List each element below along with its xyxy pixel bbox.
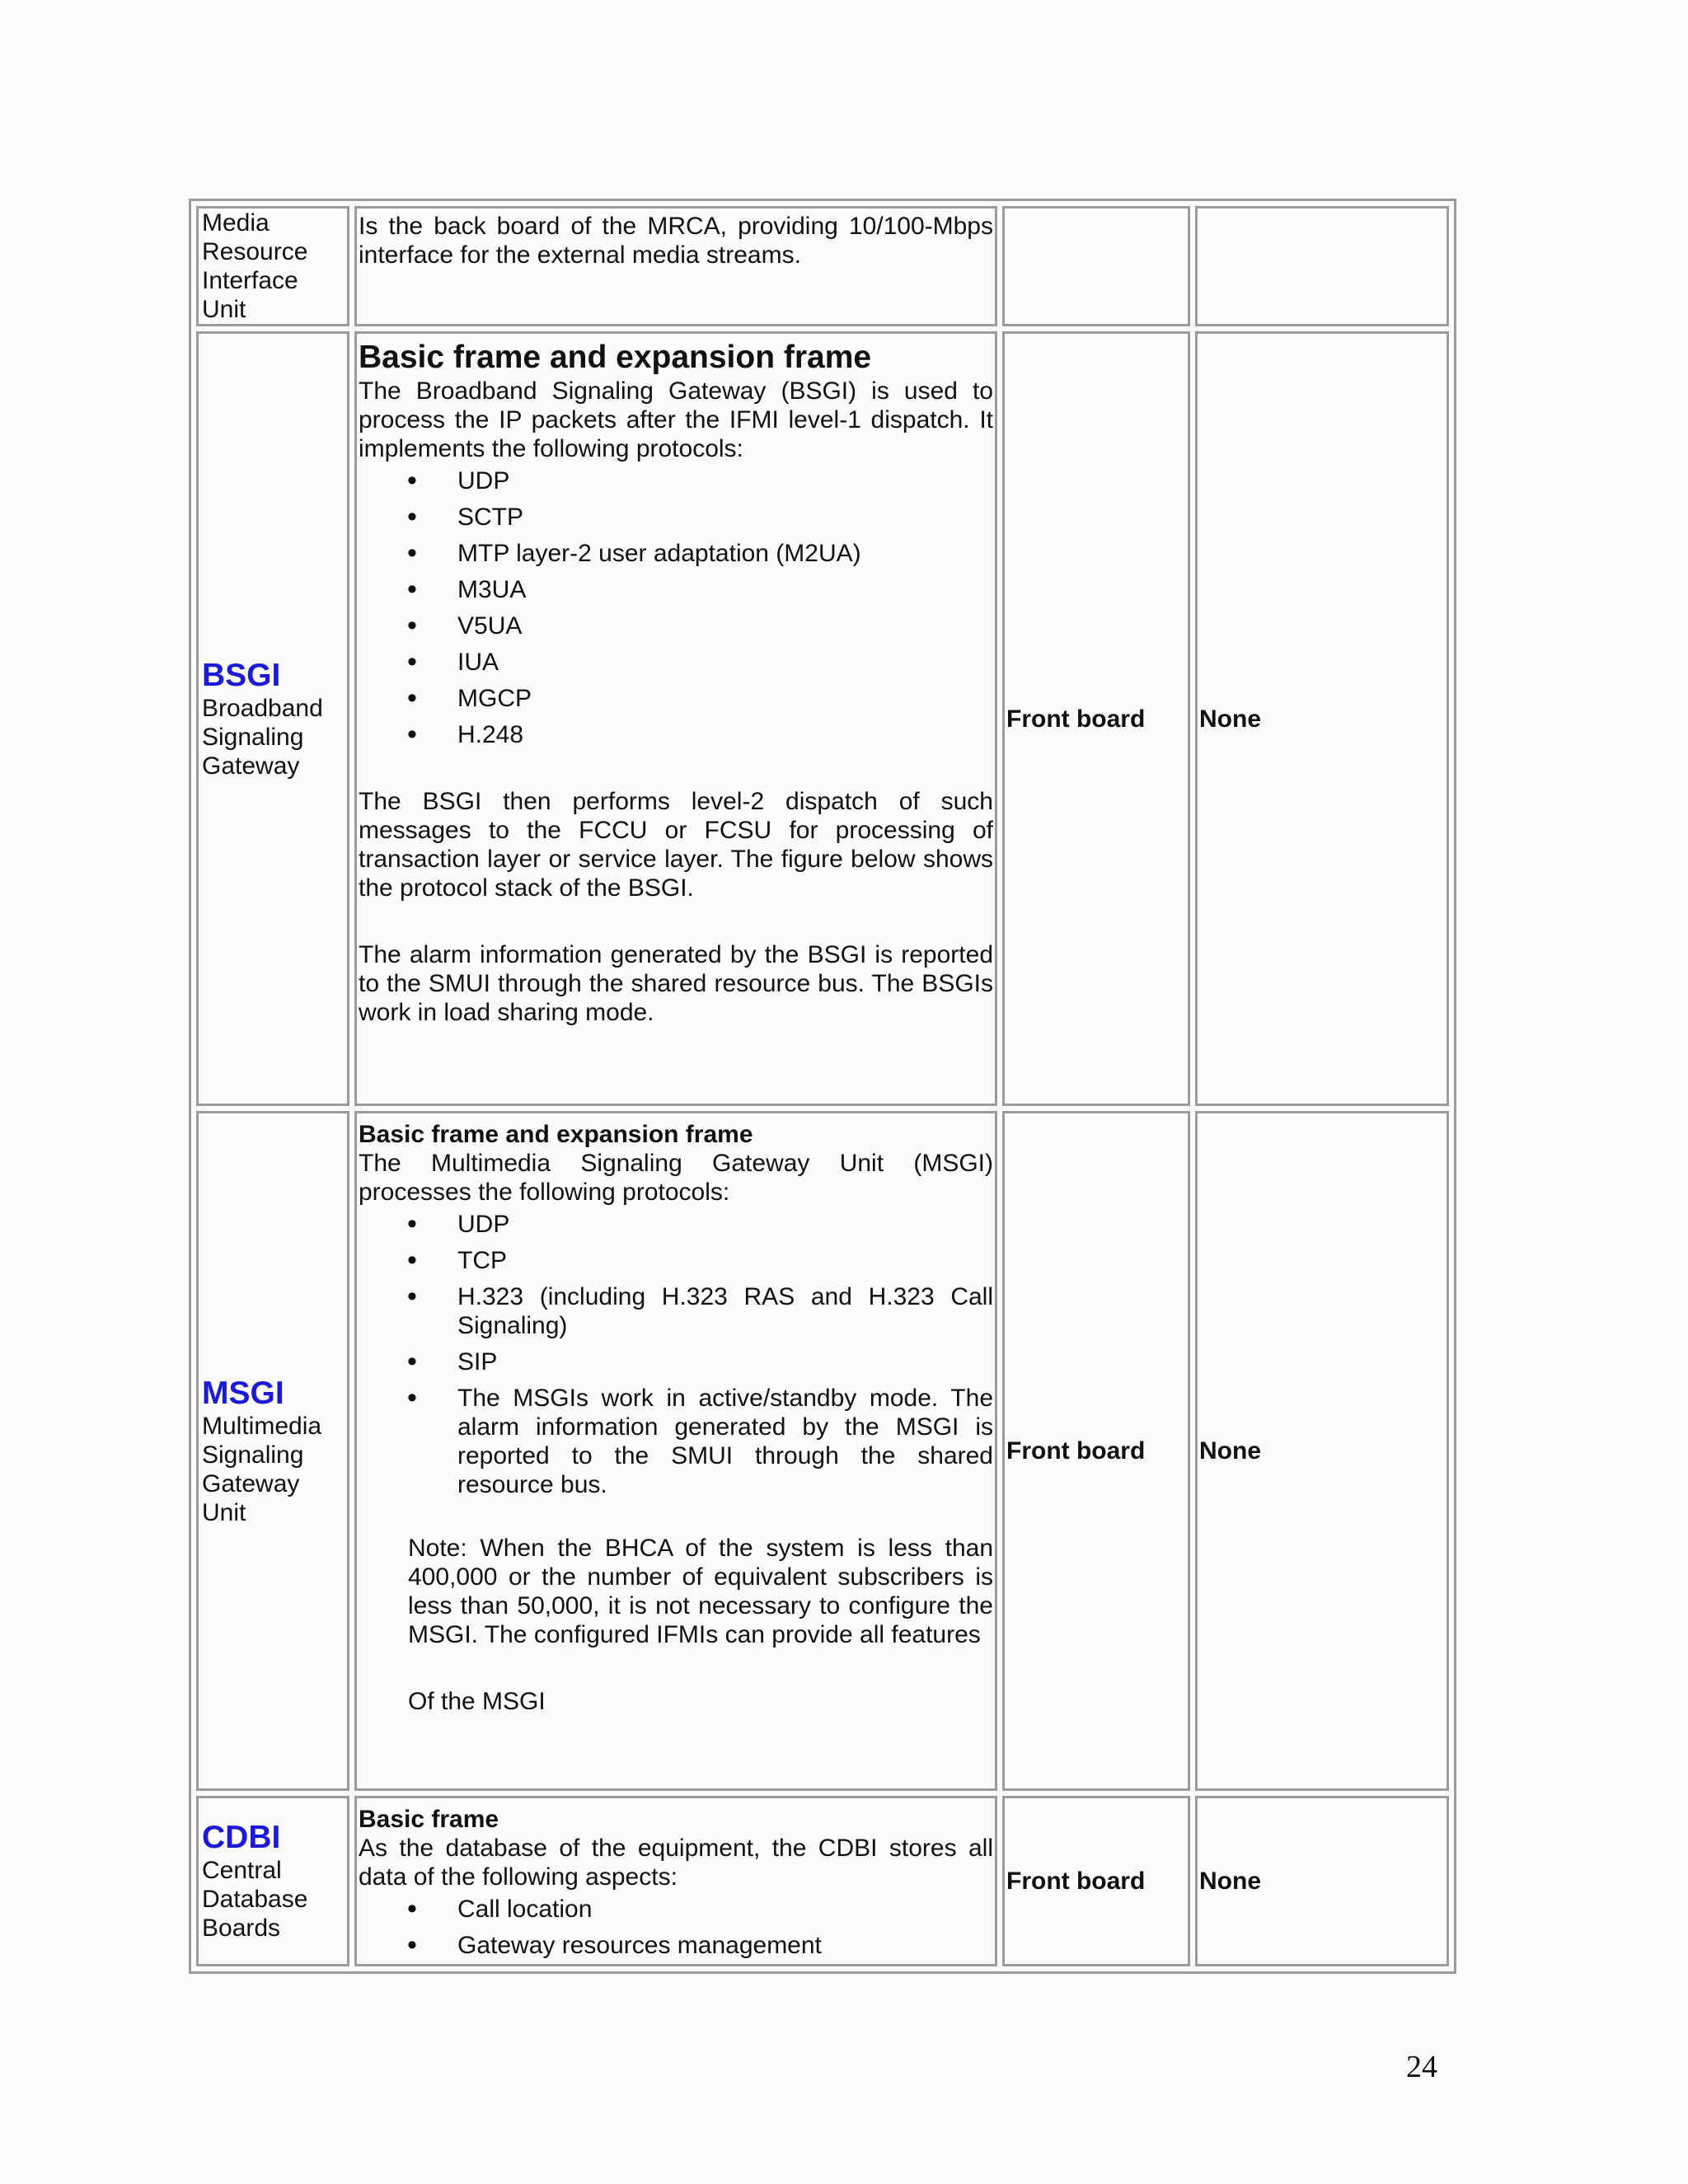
- board-position: Front board: [1006, 1868, 1146, 1895]
- list-item: • MGCP: [457, 684, 993, 713]
- list-item: • M3UA: [457, 575, 993, 604]
- board-slot-cell: [1195, 331, 1449, 1106]
- list-item: • Gateway resources management: [457, 1931, 993, 1960]
- page-number: 24: [1406, 2050, 1437, 2084]
- board-description: Is the back board of the MRCA, providing 10/100-Mbps interface for the external media streams.: [359, 213, 993, 269]
- protocol-list: [359, 1210, 993, 1499]
- board-description-cell: [354, 1796, 997, 1966]
- board-full-name: Media Resource Interface Unit: [202, 209, 308, 323]
- board-paragraph: The alarm information generated by the BSGI is reported to the SMUI through the shared resource bus. The BSGIs work in load sharing mode.: [359, 941, 993, 1026]
- board-intro: The Broadband Signaling Gateway (BSGI) is used to process the IP packets after the IFMI level-1 dispatch. It implements the following protocols:: [359, 377, 993, 462]
- board-slot-cell: [1195, 206, 1449, 326]
- list-item: • Call location: [457, 1895, 993, 1924]
- board-abbreviation: CDBI: [202, 1820, 281, 1855]
- board-slot: None: [1199, 705, 1261, 733]
- board-intro: The Multimedia Signaling Gateway Unit (MSGI) processes the following protocols:: [359, 1150, 993, 1206]
- board-position-cell: [1002, 331, 1190, 1106]
- table-row: [196, 206, 1449, 326]
- list-item: • SIP: [457, 1347, 993, 1376]
- board-slot: None: [1199, 1868, 1261, 1895]
- board-name-cell: [196, 206, 349, 326]
- board-description-table: [189, 199, 1456, 1974]
- frame-heading: Basic frame and expansion frame: [359, 1121, 753, 1148]
- board-full-name: Multimedia Signaling Gateway Unit: [202, 1412, 322, 1526]
- list-item: • SCTP: [457, 503, 993, 532]
- list-item: • MTP layer-2 user adaptation (M2UA): [457, 539, 993, 568]
- board-intro: As the database of the equipment, the CDBI stores all data of the following aspects:: [359, 1835, 993, 1891]
- board-abbreviation: BSGI: [202, 657, 281, 693]
- board-position-cell: [1002, 1111, 1190, 1791]
- board-name-cell: [196, 331, 349, 1106]
- board-position: Front board: [1006, 1437, 1146, 1465]
- board-description-cell: [354, 206, 997, 326]
- list-item: • H.323 (including H.323 RAS and H.323 Call Signaling): [457, 1282, 993, 1340]
- board-description-cell: [354, 1111, 997, 1791]
- protocol-list: [359, 466, 993, 749]
- list-item: • TCP: [457, 1246, 993, 1275]
- list-item: • UDP: [457, 466, 993, 495]
- protocol-list: [359, 1895, 993, 1960]
- board-name-cell: [196, 1111, 349, 1791]
- board-slot-cell: [1195, 1796, 1449, 1966]
- board-position-cell: [1002, 1796, 1190, 1966]
- board-slot: None: [1199, 1437, 1261, 1465]
- board-paragraph: The BSGI then performs level-2 dispatch of such messages to the FCCU or FCSU for processing of transaction layer or service layer. The figure below shows the protocol stack of the BSGI.: [359, 788, 993, 902]
- list-item: • V5UA: [457, 612, 993, 640]
- table-row: [196, 331, 1449, 1106]
- list-item: • UDP: [457, 1210, 993, 1239]
- board-abbreviation: MSGI: [202, 1375, 284, 1411]
- list-item: • IUA: [457, 648, 993, 677]
- board-description-cell: [354, 331, 997, 1106]
- board-note: Note: When the BHCA of the system is less than 400,000 or the number of equivalent subscribers is less than 50,000, it is not necessary to configure the MSGI. The configured IFMIs can provide all features: [408, 1535, 993, 1648]
- table-row: [196, 1111, 1449, 1791]
- table-row: [196, 1796, 1449, 1966]
- board-slot-cell: [1195, 1111, 1449, 1791]
- board-name-cell: [196, 1796, 349, 1966]
- frame-heading: Basic frame: [359, 1806, 499, 1833]
- board-position: Front board: [1006, 705, 1146, 733]
- board-full-name: Broadband Signaling Gateway: [202, 694, 323, 780]
- list-item: • The MSGIs work in active/standby mode. The alarm information generated by the MSGI is reported to the SMUI through the shared resource bus.: [457, 1384, 993, 1499]
- board-position-cell: [1002, 206, 1190, 326]
- frame-heading: Basic frame and expansion frame: [359, 340, 872, 375]
- list-item: • H.248: [457, 720, 993, 749]
- board-full-name: Central Database Boards: [202, 1857, 308, 1942]
- board-note-tail: Of the MSGI: [408, 1688, 546, 1715]
